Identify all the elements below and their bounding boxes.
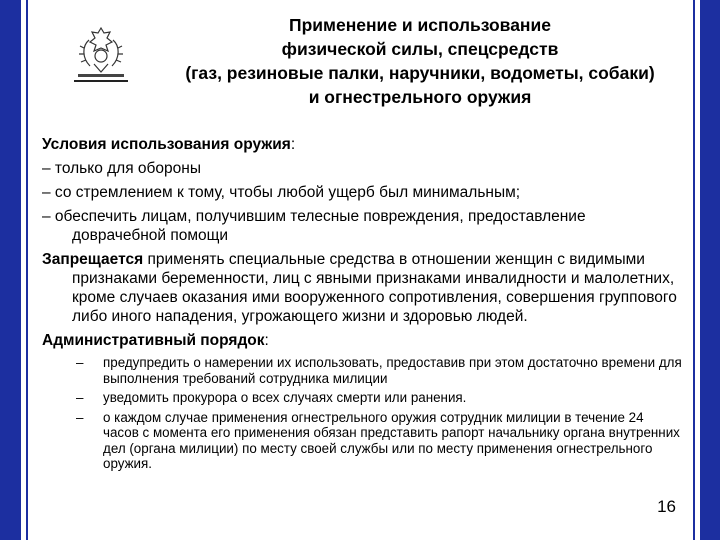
conditions-heading [42,135,682,154]
page-number: 16 [657,497,676,516]
left-frame-bar [0,0,21,540]
title-line: и огнестрельного оружия [308,87,532,107]
prohibited-paragraph [42,250,682,326]
admin-item-text: о каждом случае применения огнестрельного оружия сотрудник милиции в течение 24 часов с момента его применения обязан представить рапорт начальнику органа внутренних дел (органа милиции) по месту своей службы или по месту применения огнестрельного оружия. [103,409,680,471]
slide-content [42,135,682,476]
condition-item: – со стремлением к тому, чтобы любой ущерб был минимальным; [42,184,521,201]
condition-item: – только для обороны [42,160,201,177]
left-frame-line [26,0,28,540]
title-line: (газ, резиновые палки, наручники, водометы, собаки) [185,63,655,83]
conditions-heading-colon: : [290,136,296,153]
admin-heading-text: Административный порядок [42,332,265,349]
right-frame-bar [700,0,720,540]
bullet-dash: – [76,409,84,425]
emblem-icon [72,20,130,82]
prohibited-text: применять специальные средства в отношении женщин с видимыми признаками беременности, лиц с явными признаками инвалидности и малолетних, кроме случаев оказания ими вооруженного сопротивления, совершения группового либо иного нападения, угрожающего жизни и здоровью людей. [72,251,677,325]
prohibited-heading: Запрещается [42,251,144,268]
conditions-heading-text: Условия использования оружия [42,136,291,153]
condition-item: – обеспечить лицам, получившим телесные повреждения, предоставление доврачебной помощи [42,208,586,244]
admin-item [76,390,682,406]
bullet-dash: – [76,355,84,370]
bullet-dash: – [76,390,84,405]
right-frame-line [693,0,695,540]
admin-item [76,355,682,386]
admin-heading [42,331,682,350]
admin-item-text: уведомить прокурора о всех случаях смерти или ранения. [103,390,467,405]
title-line: физической силы, спецсредств [281,39,559,59]
admin-item-text: предупредить о намерении их использовать, предоставив при этом достаточно времени для выполнения требований сотрудника милиции [103,355,682,386]
slide-title [150,13,690,109]
title-line: Применение и использование [288,15,551,35]
admin-item [76,410,682,472]
admin-heading-colon: : [264,332,269,349]
